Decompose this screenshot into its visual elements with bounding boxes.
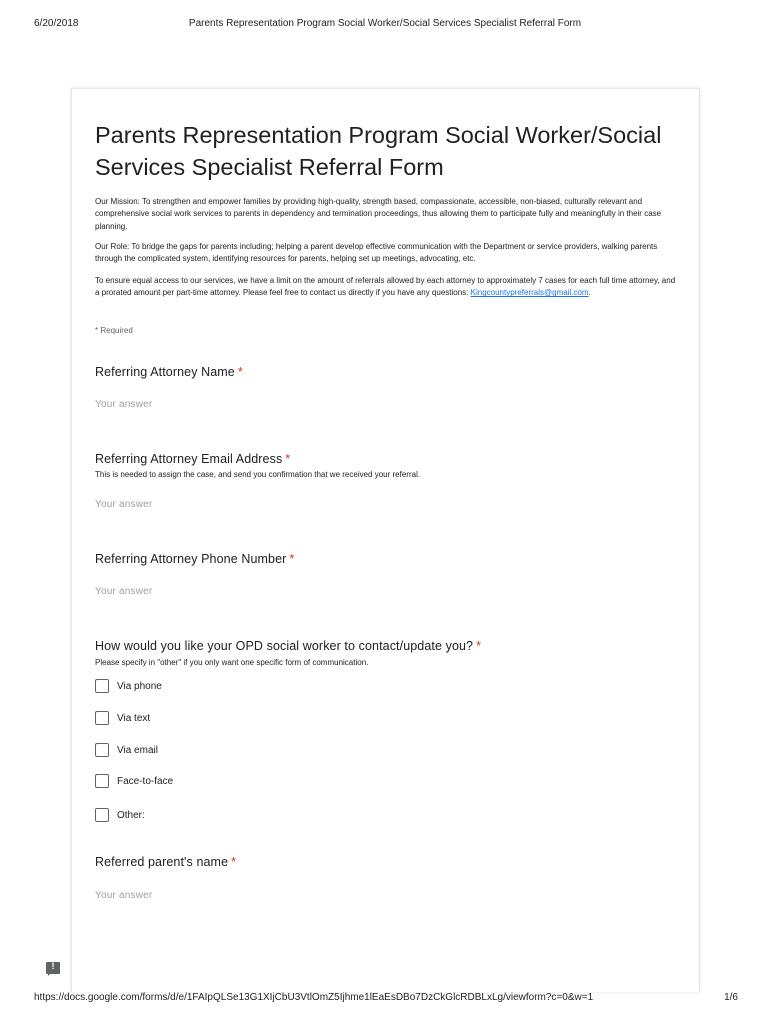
option-label: Via email bbox=[117, 744, 158, 756]
option-via-text[interactable] bbox=[95, 710, 150, 726]
required-star: * bbox=[231, 855, 237, 869]
required-star: * bbox=[476, 639, 482, 653]
print-title: Parents Representation Program Social Worker/Social Services Specialist Referral Form bbox=[188, 18, 582, 29]
form-title: Parents Representation Program Social Worker/Social Services Specialist Referral Form bbox=[95, 122, 662, 180]
print-header bbox=[0, 18, 770, 32]
print-footer bbox=[0, 992, 770, 1006]
print-date: 6/20/2018 bbox=[34, 18, 79, 29]
question-title-attorney-phone bbox=[95, 552, 294, 566]
print-url: https://docs.google.com/forms/d/e/1FAIpQLSe13G1XIjCbU3VtlOmZ5Ijhme1lEaEsDBo7DzCkGlcRDBLxLg/viewform?c=0&w=1 bbox=[34, 992, 594, 1003]
option-label: Via phone bbox=[117, 680, 162, 692]
attorney-email-input[interactable]: Your answer bbox=[95, 499, 153, 510]
question-title-text: Referring Attorney Phone Number bbox=[95, 552, 287, 566]
option-face-to-face[interactable] bbox=[95, 773, 173, 789]
checkbox[interactable] bbox=[95, 743, 109, 757]
option-via-phone[interactable] bbox=[95, 678, 162, 694]
question-title-attorney-name bbox=[95, 365, 243, 379]
question-title-attorney-email bbox=[95, 452, 290, 466]
required-star: * bbox=[289, 552, 295, 566]
option-via-email[interactable] bbox=[95, 742, 158, 758]
question-title-text: How would you like your OPD social worker to contact/update you? bbox=[95, 639, 474, 653]
option-other[interactable] bbox=[95, 807, 145, 823]
contact-email-link[interactable]: Kingcountypreferrals@gmail.com bbox=[470, 288, 589, 298]
required-star: * bbox=[285, 452, 291, 466]
required-star: * bbox=[237, 365, 243, 379]
checkbox[interactable] bbox=[95, 808, 109, 822]
question-title-text: Referring Attorney Name bbox=[95, 365, 235, 379]
form-card bbox=[71, 88, 700, 992]
access-text-suffix: . bbox=[588, 288, 591, 298]
mission-text: Our Mission: To strengthen and empower families by providing high-quality, strength based, compassionate, accessible, non-biased, culturally relevant and comprehensive social work services to parents in dependency and termination proceedings, thus allowing them to participate fully and meaningfully in their case planning. bbox=[95, 197, 662, 231]
access-text bbox=[95, 275, 680, 300]
question-title-text: Referring Attorney Email Address bbox=[95, 452, 283, 466]
question-title-parent-name bbox=[95, 855, 236, 869]
checkbox[interactable] bbox=[95, 774, 109, 788]
role-text: Our Role: To bridge the gaps for parents including; helping a parent develop effective communication with the Department or service providers, walking parents through the complicated system, identifying resources for parents, helping set up meetings, advocating, etc. bbox=[95, 242, 658, 264]
checkbox[interactable] bbox=[95, 679, 109, 693]
attorney-name-input[interactable]: Your answer bbox=[95, 399, 153, 410]
print-page-number: 1/6 bbox=[724, 992, 738, 1003]
required-note: * Required bbox=[95, 326, 133, 335]
parent-name-input[interactable]: Your answer bbox=[95, 890, 153, 901]
option-label: Other: bbox=[117, 809, 145, 821]
feedback-icon[interactable] bbox=[46, 962, 60, 974]
option-label: Face-to-face bbox=[117, 775, 174, 787]
question-help-attorney-email: This is needed to assign the case, and send you confirmation that we received your referral. bbox=[95, 470, 421, 479]
question-title-text: Referred parent's name bbox=[95, 855, 229, 869]
access-text-body: To ensure equal access to our services, we have a limit on the amount of referrals allowed by each attorney to approximately 7 cases for each full time attorney, and a prorated amount per part-time attorney. Please feel free to contact us directly if you have any questions: bbox=[95, 276, 676, 298]
option-label: Via text bbox=[117, 712, 151, 724]
attorney-phone-input[interactable]: Your answer bbox=[95, 586, 153, 597]
question-title-contact-method bbox=[95, 639, 481, 653]
checkbox[interactable] bbox=[95, 711, 109, 725]
question-help-contact-method: Please specify in "other" if you only want one specific form of communication. bbox=[95, 658, 369, 667]
